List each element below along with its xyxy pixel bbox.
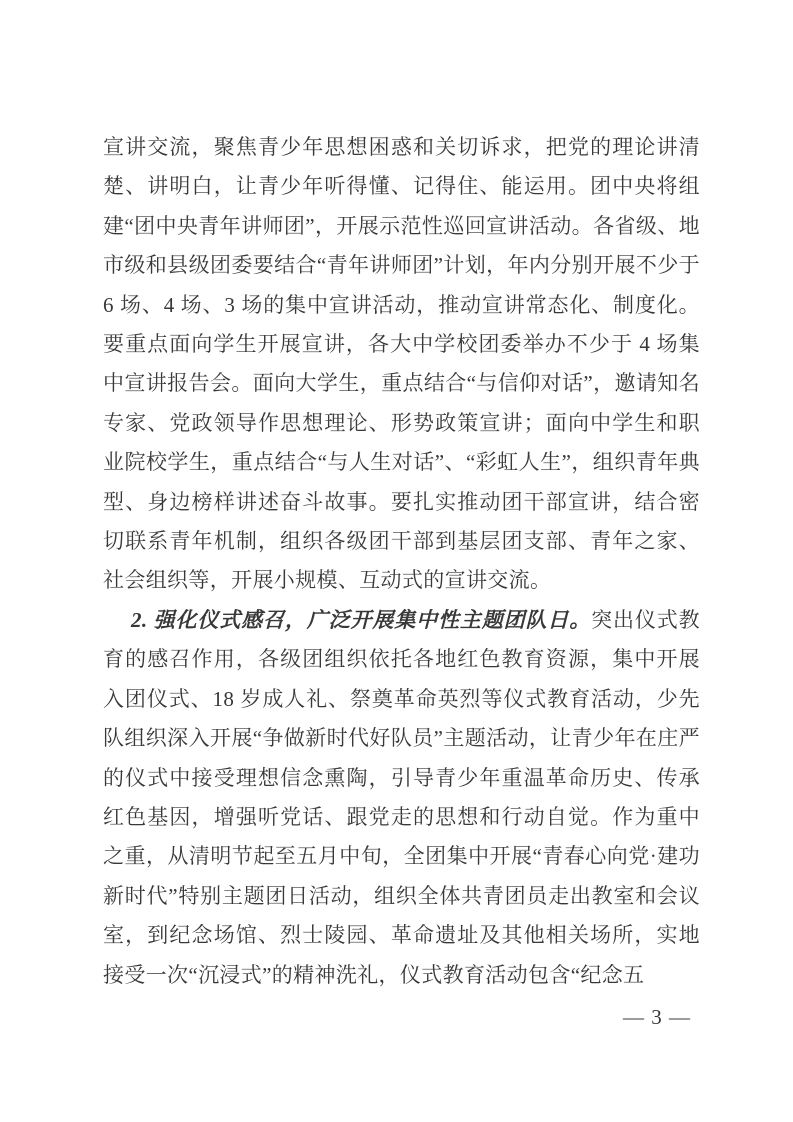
body-text — [103, 128, 700, 995]
section-heading: 2. 强化仪式感召，广泛开展集中性主题团队日。 — [131, 607, 592, 632]
page-number: — 3 — — [623, 1005, 691, 1029]
paragraph-2 — [103, 601, 700, 995]
paragraph-continuation: 宣讲交流，聚焦青少年思想困惑和关切诉求，把党的理论讲清楚、讲明白，让青少年听得懂、记得住、能运用。团中央将组建“团中央青年讲师团”，开展示范性巡回宣讲活动。各省级、地市级和县级团委要结合“青年讲师团”计划，年内分别开展不少于 6 场、4 场、3 场的集中宣讲活动，推动宣讲常态化、制度化。要重点面向学生开展宣讲，各大中学校团委举办不少于 4 场集中宣讲报告会。面向大学生，重点结合“与信仰对话”，邀请知名专家、党政领导作思想理论、形势政策宣讲；面向中学生和职业院校学生，重点结合“与人生对话”、“彩虹人生”，组织青年典型、身边榜样讲述奋斗故事。要扎实推动团干部宣讲，结合密切联系青年机制，组织各级团干部到基层团支部、青年之家、社会组织等，开展小规模、互动式的宣讲交流。 — [103, 135, 700, 593]
paragraph-2-body: 突出仪式教育的感召作用，各级团组织依托各地红色教育资源，集中开展入团仪式、18 岁成人礼、祭奠革命英烈等仪式教育活动，少先队组织深入开展“争做新时代好队员”主题活动，让青少年在庄严的仪式中接受理想信念熏陶，引导青少年重温革命历史、传承红色基因，增强听党话、跟党走的思想和行动自觉。作为重中之重，从清明节起至五月中旬，全团集中开展“青春心向党·建功新时代”特别主题团日活动，组织全体共青团员走出教室和会议室，到纪念场馆、烈士陵园、革命遗址及其他相关场所，实地接受一次“沉浸式”的精神洗礼，仪式教育活动包含“纪念五 — [103, 607, 701, 987]
